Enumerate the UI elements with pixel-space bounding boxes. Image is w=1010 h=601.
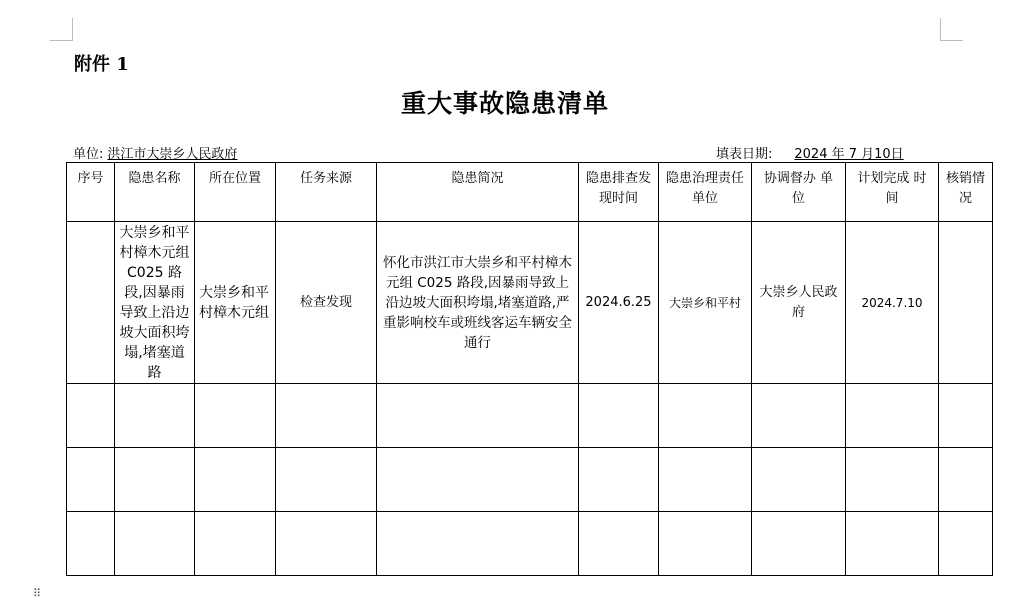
hazard-list-table <box>66 162 993 576</box>
cell-name[interactable]: 大崇乡和平村樟木元组 C025 路段,因暴雨导致上沿边坡大面积垮塌,堵塞道路 <box>115 222 195 384</box>
header-closure: 核销情况 <box>939 163 993 222</box>
page-corner-mark-top-left <box>50 18 73 41</box>
empty-cell[interactable] <box>846 448 939 512</box>
cell-closure[interactable] <box>939 222 993 384</box>
unit-label: 单位: <box>73 147 104 162</box>
empty-cell[interactable] <box>579 448 659 512</box>
empty-cell[interactable] <box>67 448 115 512</box>
empty-cell[interactable] <box>659 384 752 448</box>
empty-cell[interactable] <box>659 448 752 512</box>
fill-date-label: 填表日期: <box>716 147 773 162</box>
empty-cell[interactable] <box>752 384 846 448</box>
empty-cell[interactable] <box>276 448 377 512</box>
table-move-handle-icon[interactable]: ⠿ <box>33 587 41 600</box>
header-name: 隐患名称 <box>115 163 195 222</box>
page-corner-mark-top-right <box>940 18 963 41</box>
empty-cell[interactable] <box>846 384 939 448</box>
header-planned-date: 计划完成 时 间 <box>846 163 939 222</box>
empty-cell[interactable] <box>67 512 115 576</box>
empty-cell[interactable] <box>659 512 752 576</box>
cell-seq[interactable] <box>67 222 115 384</box>
empty-cell[interactable] <box>276 384 377 448</box>
empty-cell[interactable] <box>67 384 115 448</box>
cell-location[interactable]: 大崇乡和平村樟木元组 <box>195 222 276 384</box>
empty-cell[interactable] <box>276 512 377 576</box>
empty-cell[interactable] <box>752 448 846 512</box>
table-row-empty <box>67 512 993 576</box>
unit-line <box>73 143 247 162</box>
empty-cell[interactable] <box>377 384 579 448</box>
header-responsible: 隐患治理责任单位 <box>659 163 752 222</box>
fill-date-value: 2024 年 7 月10日 <box>794 147 904 162</box>
empty-cell[interactable] <box>579 512 659 576</box>
header-found-time: 隐患排查发现时间 <box>579 163 659 222</box>
empty-cell[interactable] <box>939 448 993 512</box>
table-row <box>67 222 993 384</box>
empty-cell[interactable] <box>115 384 195 448</box>
cell-description[interactable]: 怀化市洪江市大崇乡和平村樟木元组 C025 路段,因暴雨导致上沿边坡大面积垮塌,堵塞道路,严重影响校车或班线客运车辆安全通行 <box>377 222 579 384</box>
empty-cell[interactable] <box>846 512 939 576</box>
cell-coordinator[interactable]: 大崇乡人民政府 <box>752 222 846 384</box>
empty-cell[interactable] <box>195 512 276 576</box>
empty-cell[interactable] <box>115 448 195 512</box>
table-header-row <box>67 163 993 222</box>
empty-cell[interactable] <box>377 512 579 576</box>
empty-cell[interactable] <box>939 384 993 448</box>
attachment-label: 附件 1 <box>74 54 129 75</box>
empty-cell[interactable] <box>752 512 846 576</box>
empty-cell[interactable] <box>195 384 276 448</box>
header-seq: 序号 <box>67 163 115 222</box>
empty-cell[interactable] <box>195 448 276 512</box>
cell-planned-date[interactable]: 2024.7.10 <box>846 222 939 384</box>
empty-cell[interactable] <box>939 512 993 576</box>
cell-responsible[interactable]: 大崇乡和平村 <box>659 222 752 384</box>
table-row-empty <box>67 448 993 512</box>
empty-cell[interactable] <box>377 448 579 512</box>
header-location: 所在位置 <box>195 163 276 222</box>
header-coordinator: 协调督办 单 位 <box>752 163 846 222</box>
header-source: 任务来源 <box>276 163 377 222</box>
header-description: 隐患简况 <box>377 163 579 222</box>
document-title: 重大事故隐患清单 <box>400 89 609 118</box>
fill-date-line <box>716 143 922 162</box>
table-row-empty <box>67 384 993 448</box>
empty-cell[interactable] <box>115 512 195 576</box>
cell-found-time[interactable]: 2024.6.25 <box>579 222 659 384</box>
empty-cell[interactable] <box>579 384 659 448</box>
unit-value: 洪江市大崇乡人民政府 <box>107 147 238 162</box>
cell-source[interactable]: 检查发现 <box>276 222 377 384</box>
